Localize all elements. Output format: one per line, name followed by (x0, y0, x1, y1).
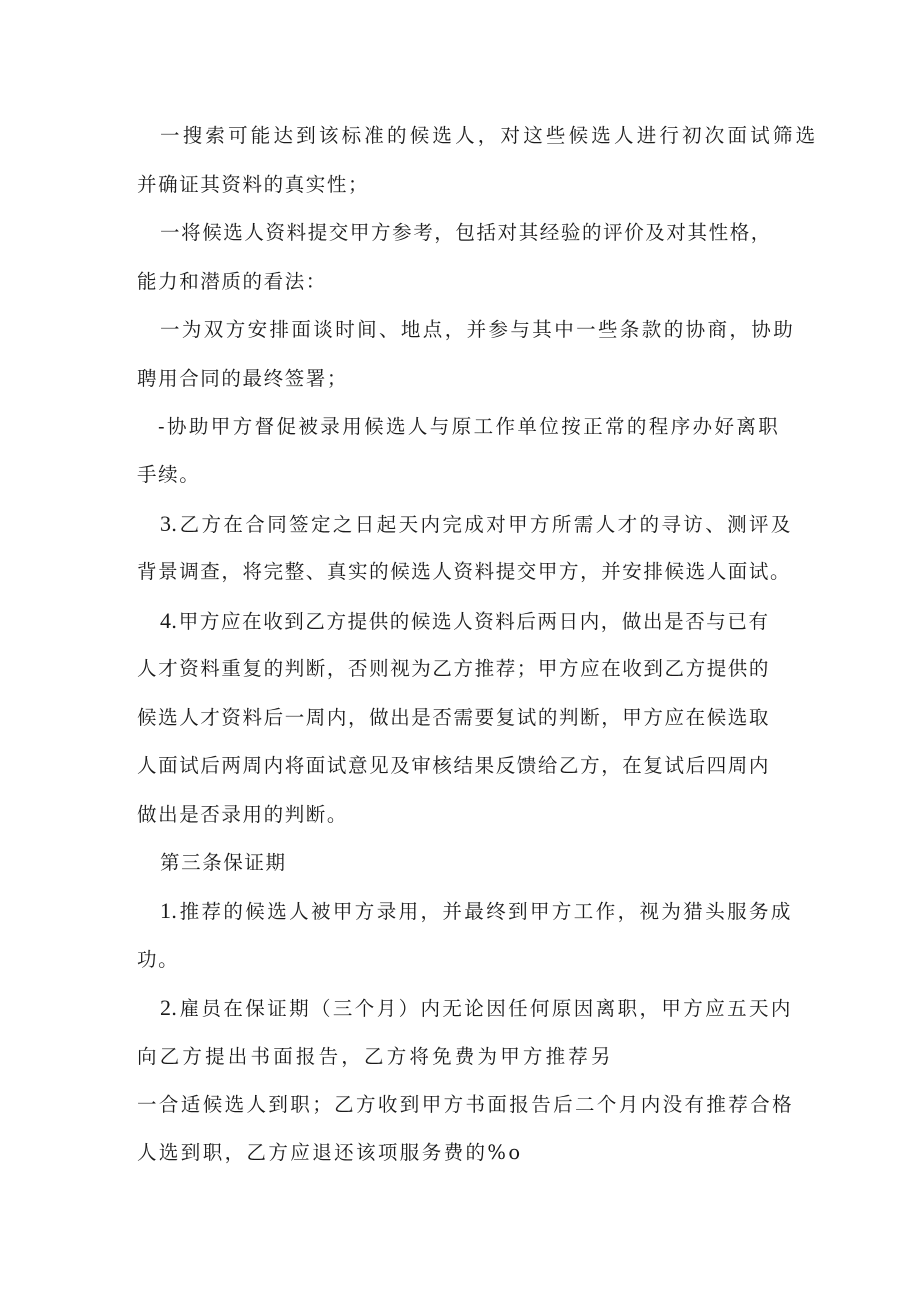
paragraph-line (137, 463, 920, 487)
paragraph-line (137, 1141, 920, 1165)
line-text: 能力和潜质的看法： (137, 270, 327, 293)
line-text: 一将候选人资料提交甲方参考，包括对其经验的评价及对其性格， (160, 221, 772, 244)
line-text: 做出是否录用的判断。 (137, 803, 349, 826)
line-text: 候选人才资料后一周内，做出是否需要复试的判断，甲方应在候选取 (137, 706, 771, 729)
line-text: 人才资料重复的判断，否则视为乙方推荐；甲方应在收到乙方提供的 (137, 657, 771, 680)
paragraph-line (137, 367, 920, 391)
paragraph-line (137, 754, 920, 778)
paragraph-line (137, 657, 920, 681)
paragraph-line (158, 415, 920, 439)
line-text: 并确证其资料的真实性； (137, 173, 370, 196)
paragraph-line (137, 270, 920, 294)
line-text: .甲方应在收到乙方提供的候选人资料后两日内，做出是否与已有 (171, 610, 770, 633)
paragraph-line (160, 899, 920, 924)
line-text: 手续。 (137, 463, 201, 486)
clause-number: 2 (160, 995, 171, 1020)
paragraph-line (160, 124, 920, 148)
line-text: 一为双方安排面谈时间、地点，并参与其中一些条款的协商，协助 (160, 318, 796, 341)
paragraph-line (160, 996, 920, 1021)
line-text: 第三条保证期 (160, 851, 287, 874)
paragraph-line (137, 560, 920, 584)
clause-number: 1 (160, 898, 171, 923)
paragraph-line (160, 512, 920, 537)
paragraph-line (137, 1093, 920, 1117)
line-text: 聘用合同的最终签署； (137, 367, 349, 390)
paragraph-line (137, 803, 920, 827)
line-text: .推荐的候选人被甲方录用，并最终到甲方工作，视为猎头服务成 (171, 900, 793, 923)
line-text: -协助甲方督促被录用候选人与原工作单位按正常的程序办好离职 (158, 415, 781, 438)
line-text: .乙方在合同签定之日起天内完成对甲方所需人才的寻访、测评及 (171, 513, 793, 536)
line-text: 人面试后两周内将面试意见及审核结果反馈给乙方，在复试后四周内 (137, 754, 771, 777)
section-heading (160, 851, 920, 875)
line-text: 一搜索可能达到该标准的候选人，对这些候选人进行初次面试筛选 (160, 124, 819, 147)
paragraph-line (137, 948, 920, 972)
paragraph-line (137, 1045, 920, 1069)
clause-number: 4 (160, 608, 171, 633)
paragraph-line (137, 706, 920, 730)
line-text: 向乙方提出书面报告，乙方将免费为甲方推荐另 (137, 1045, 614, 1068)
paragraph-line (160, 609, 920, 634)
paragraph-line (160, 318, 920, 342)
paragraph-line (137, 173, 920, 197)
line-text: 功。 (137, 948, 180, 971)
line-text: 人选到职，乙方应退还该项服务费的%o (137, 1141, 523, 1164)
line-text: .雇员在保证期（三个月）内无论因任何原因离职，甲方应五天内 (171, 997, 793, 1020)
line-text: 背景调查，将完整、真实的候选人资料提交甲方，并安排候选人面试。 (137, 560, 792, 583)
clause-number: 3 (160, 511, 171, 536)
paragraph-line (160, 221, 920, 245)
line-text: 一合适候选人到职；乙方收到甲方书面报告后二个月内没有推荐合格 (137, 1093, 795, 1116)
